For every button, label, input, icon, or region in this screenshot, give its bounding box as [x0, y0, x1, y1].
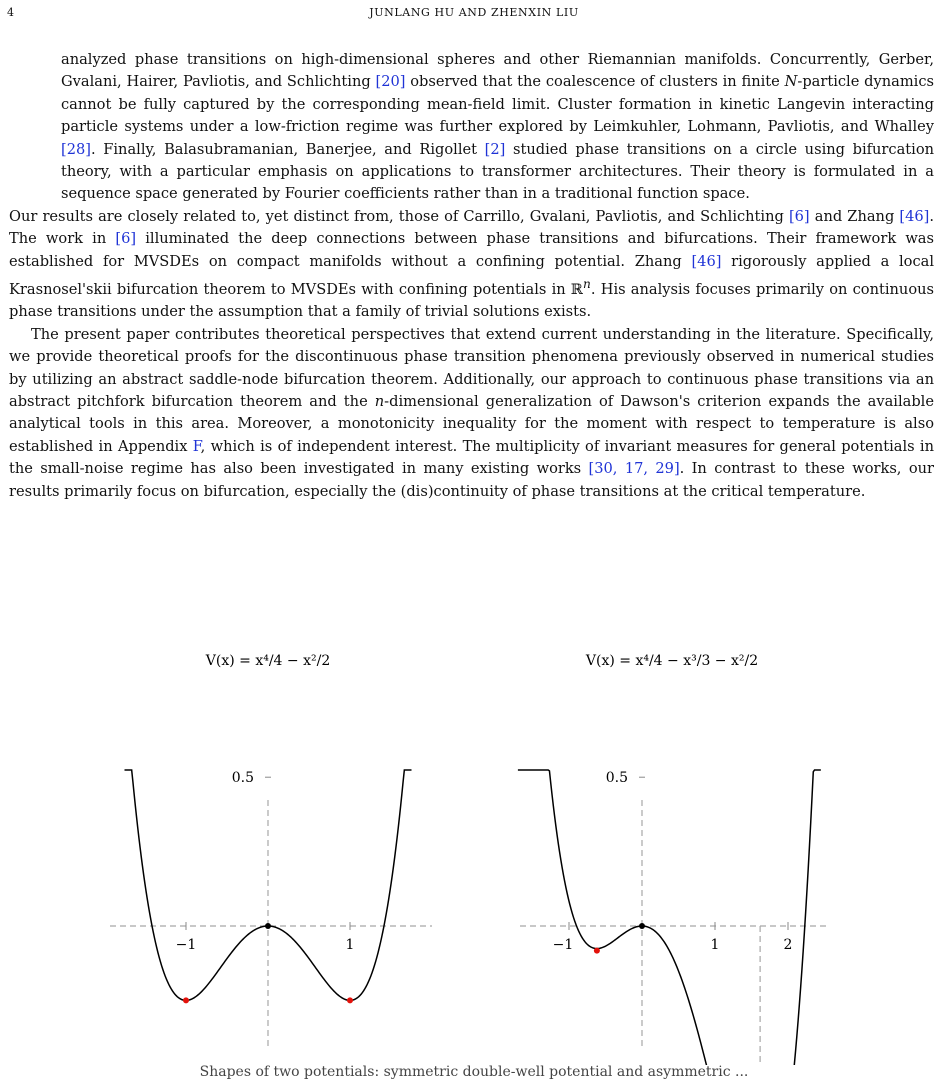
citation-link[interactable]: [6]: [788, 207, 810, 225]
paragraph-3: [9, 324, 934, 503]
left-plot: [110, 645, 432, 1065]
y-tick-label: 0.5: [231, 770, 254, 787]
right-potential-curve: [518, 770, 821, 1065]
text-run: studied phase transitions on a circle using bifurcation theory, with a particular emphasis on applications to transformer architectures. Their theory is formulated in a sequence space generated by Fourier coefficients rather than in a traditional function space.: [61, 140, 935, 203]
text-run: and Zhang: [809, 207, 900, 225]
citation-link[interactable]: [46]: [899, 207, 930, 225]
text-run: . The work in: [9, 207, 935, 248]
citation-link[interactable]: [28]: [61, 140, 91, 158]
x-tick-label: −1: [175, 937, 197, 953]
text-run: illuminated the deep connections between phase transitions and bifurcations. Their framework was established for MVSDEs on compact manifolds without a confining potential. Zhang: [9, 230, 934, 270]
text-run: analyzed phase transitions on high-dimensional spheres and other Riemannian manifolds. Concurrently, Gerber, Gvalani, Hairer, Pavliotis, and Schlichting: [61, 51, 934, 91]
paragraph-2: [9, 206, 934, 324]
math-symbol: N: [784, 73, 798, 91]
text-run: -particle dynamics cannot be fully captured by the corresponding mean-field limit. Cluster formation in kinetic Langevin interacting particle systems under a low-friction regime was further explored by Leimkuhler, Lohmann, Pavliotis, and Whalley: [61, 73, 935, 136]
math-symbol: n: [374, 392, 385, 410]
citation-link[interactable]: [6]: [115, 230, 137, 248]
text-run: . Finally, Balasubramanian, Banerjee, and Rigollet: [90, 140, 485, 158]
citation-link[interactable]: [30, 17, 29]: [588, 460, 680, 478]
figure-potentials: [0, 645, 948, 1092]
minimum-point: [347, 997, 353, 1003]
math-symbol: ℝ: [570, 280, 584, 298]
x-tick-label: 2: [783, 937, 793, 953]
text-run: observed that the coalescence of clusters in finite: [405, 73, 785, 91]
right-plot: [518, 645, 830, 1065]
right-plot-title: V(x) = x⁴/4 − x³/3 − x²/2: [585, 653, 759, 669]
math-symbol: n: [583, 277, 591, 292]
running-head: JUNLANG HU AND ZHENXIN LIU: [369, 6, 579, 19]
right-plot-axes: [520, 800, 830, 1050]
figure-caption: Shapes of two potentials: symmetric double-well potential and asymmetric ...: [199, 1064, 749, 1080]
text-run: Our results are closely related to, yet distinct from, those of Carrillo, Gvalani, Pavliotis, and Schlichting: [9, 207, 789, 225]
right-points: [594, 923, 763, 1065]
body-text: [9, 49, 934, 503]
text-run: , which is of independent interest. The multiplicity of invariant measures for general potentials in the small-noise regime has also been investigated in many existing works: [9, 437, 935, 478]
page-header: [0, 6, 948, 24]
page-number: 4: [7, 6, 15, 19]
citation-link[interactable]: [2]: [484, 140, 506, 158]
x-tick-label: 1: [345, 937, 355, 953]
minimum-point: [183, 997, 189, 1003]
potential-plots: [0, 645, 948, 1065]
minimum-point: [594, 948, 600, 954]
local-maximum-point: [639, 923, 645, 929]
x-tick-label: −1: [552, 937, 574, 953]
x-tick-label: 1: [710, 937, 720, 953]
text-run: . In contrast to these works, our results primarily focus on bifurcation, especially the (dis)continuity of phase transitions at the critical temperature.: [9, 460, 934, 500]
y-tick-label: 0.5: [605, 770, 628, 787]
left-plot-title: V(x) = x⁴/4 − x²/2: [205, 653, 331, 669]
appendix-link[interactable]: F: [192, 437, 201, 455]
right-ticks: [553, 645, 793, 1065]
paragraph-1: [61, 49, 934, 206]
text-run: The present paper contributes theoretical perspectives that extend current understanding in the literature. Specifically, we provide theoretical proofs for the discontinuous phase transition phenomena previously observed in numerical studies by utilizing an abstract saddle-node bifurcation theorem. Additionally, our approach to continuous phase transitions via an abstract pitchfork bifurcation theorem and the: [9, 325, 934, 410]
text-run: rigorously applied a local Krasnosel'skii bifurcation theorem to MVSDEs with confining potentials in: [9, 252, 934, 298]
left-ticks: [176, 645, 355, 1065]
text-run: -dimensional generalization of Dawson's criterion expands the available analytical tools in this area. Moreover, a monotonicity inequality for the moment with respect to temperature is also established in Appendix: [9, 392, 934, 455]
citation-link[interactable]: [46]: [691, 252, 722, 270]
citation-link[interactable]: [20]: [375, 73, 406, 91]
local-maximum-point: [265, 923, 271, 929]
text-run: . His analysis focuses primarily on continuous phase transitions under the assumption that a family of trivial solutions exists.: [9, 280, 934, 321]
